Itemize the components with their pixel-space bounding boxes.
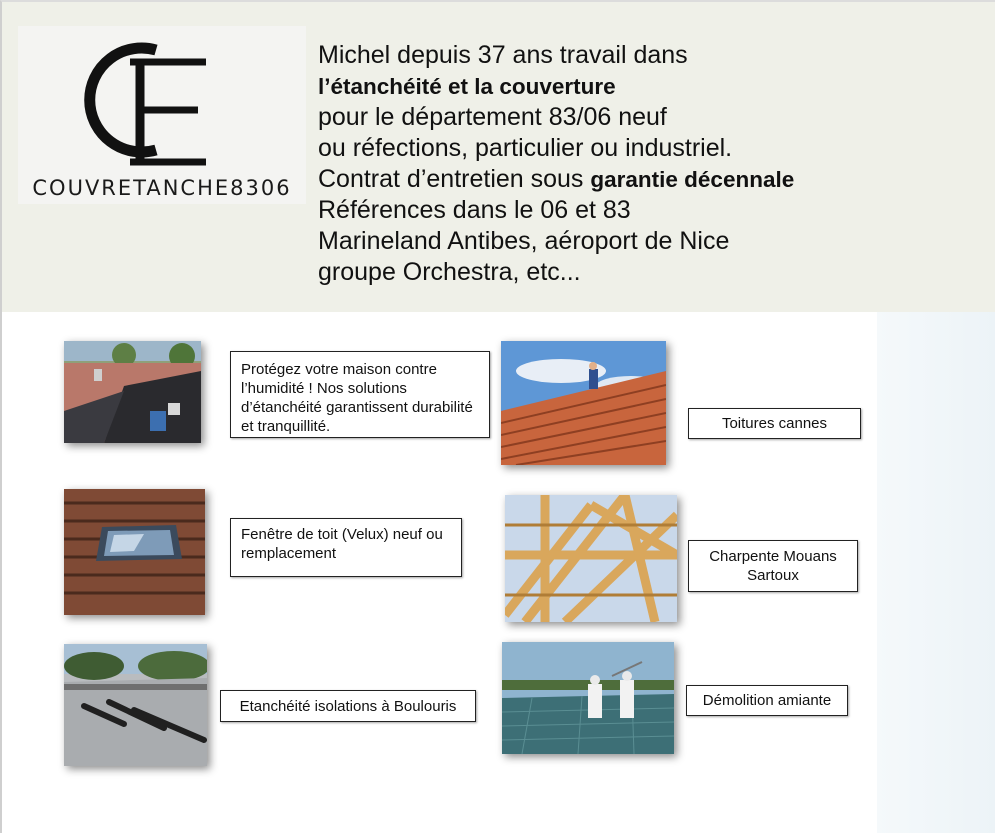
waterproofing-text: Protégez votre maison contre l’humidité ! Nos solutions d’étanchéité garantissent durabilité et tranquillité. [241,361,473,435]
intro-line: Marineland Antibes, aéroport de Nice [318,227,730,255]
logo-wordmark: COUVRETANCHE8306 [32,176,292,200]
asbestos-caption [686,685,848,716]
intro-line: pour le département 83/06 neuf [318,103,667,131]
timber-frame-text: Charpente Mouans Sartoux [709,548,837,584]
intro-line: ou réfections, particulier ou industriel. [318,134,733,162]
timber-frame-photo [505,495,677,622]
company-logo [18,26,306,204]
asbestos-removal-photo [502,642,674,754]
velux-photo [64,489,205,615]
insulation-caption [220,690,476,722]
timber-frame-caption [688,540,858,592]
intro-line: groupe Orchestra, etc... [318,258,581,286]
intro-line: Références dans le 06 et 83 [318,196,631,224]
waterproofing-photo [64,341,201,443]
intro-line: Contrat d’entretien sous [318,165,584,193]
velux-caption [230,518,462,577]
right-margin-shade [877,312,995,833]
intro-highlight: l’étanchéité et la couverture [318,74,616,99]
velux-text: Fenêtre de toit (Velux) neuf ou remplacement [241,526,443,562]
asbestos-text: Démolition amiante [702,692,832,709]
insulation-photo [64,644,207,766]
tile-roof-photo [501,341,666,465]
ce-monogram-icon [78,40,248,172]
intro-line: Michel depuis 37 ans travail dans [318,41,688,69]
waterproofing-caption [230,351,490,438]
tile-roof-text: Toitures cannes [721,415,828,432]
tile-roof-caption [688,408,861,439]
intro-text [318,40,918,288]
insulation-text: Etanchéité isolations à Boulouris [239,697,457,715]
warranty-highlight: garantie décennale [590,167,795,192]
